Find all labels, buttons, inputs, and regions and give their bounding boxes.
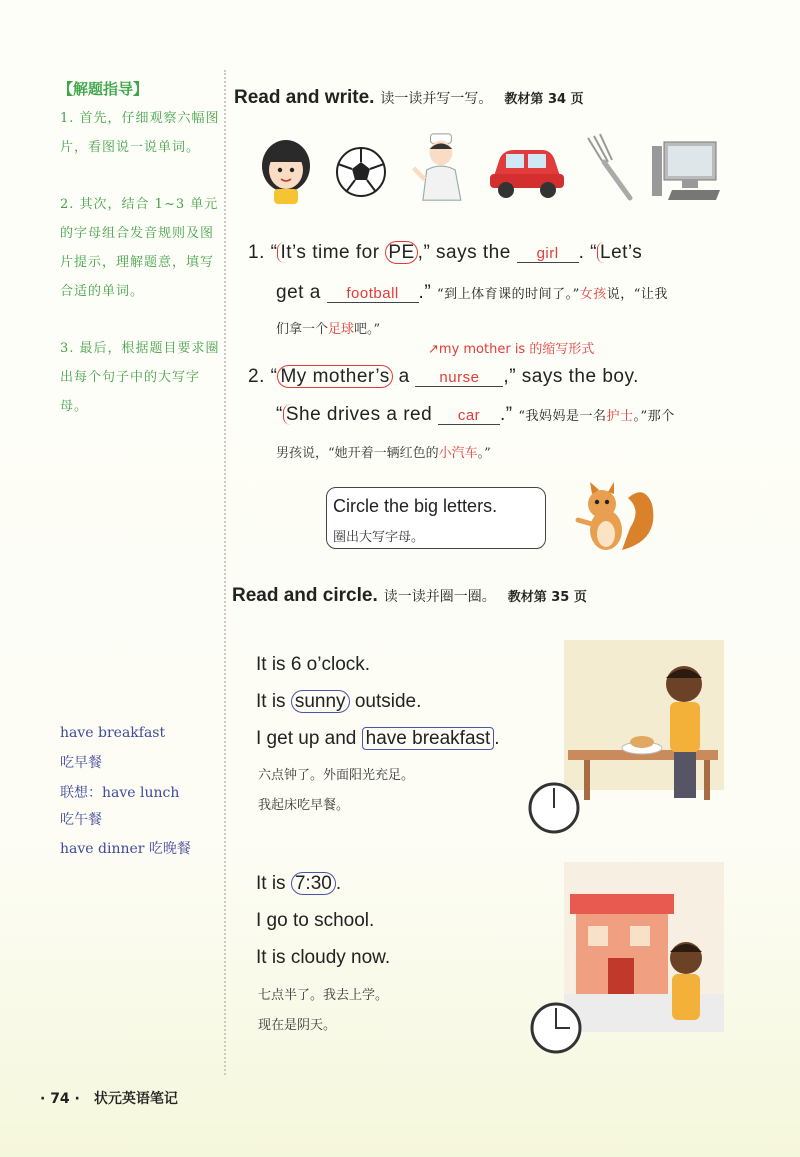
boy-eating-breakfast-picture (524, 640, 724, 836)
block-1-translation-2: 我起床吃早餐。 (258, 798, 350, 813)
tip-item-1: 1. 首先，仔细观察六幅图片，看图说一说单词。 (60, 111, 220, 155)
block-1-line-2: It is sunny outside. (256, 691, 422, 712)
page-footer (40, 1088, 178, 1108)
note-have-breakfast: have breakfast (60, 725, 166, 741)
instruction-bubble (326, 487, 546, 549)
circled-capital-it: It (277, 242, 292, 263)
bubble-chinese: 圈出大写字母。 (333, 530, 425, 545)
answer-blank-girl[interactable]: girl (517, 245, 579, 263)
answer-blank-nurse[interactable]: nurse (415, 369, 503, 387)
block-2-line-2: I go to school. (256, 910, 375, 931)
circled-my-mothers: My mother’s (277, 365, 392, 388)
note-have-breakfast-cn: 吃早餐 (60, 755, 102, 771)
block-2-line-3: It is cloudy now. (256, 947, 391, 968)
note-have-dinner: have dinner 吃晚餐 (60, 841, 191, 857)
circled-pe: PE (385, 241, 417, 264)
note-association-lunch: 联想：have lunch (60, 785, 180, 801)
block-2-translation-2: 现在是阴天。 (258, 1018, 337, 1033)
tip-item-3: 3. 最后，根据题目要求圈出每个句子中的大写字母。 (60, 341, 220, 414)
nurse-picture (404, 132, 476, 204)
block-1-translation-1: 六点钟了。外面阳光充足。 (258, 768, 415, 783)
block-1-line-3: I get up and have breakfast . (256, 728, 500, 749)
circled-capital-l: L (597, 242, 611, 263)
section-subtitle: 读一读并圈一圈。 (383, 589, 496, 605)
squirrel-picture (572, 480, 662, 560)
section-subtitle: 读一读并写一写。 (380, 91, 493, 107)
question-1-line-1: 1. “ It’s time for PE ,” says the girl . “ Let’s (248, 242, 643, 263)
question-1-translation: 们拿一个足球吧。” (276, 322, 381, 337)
block-2-translation-1: 七点半了。我去上学。 (258, 988, 389, 1003)
question-2-line-1: 2. “ My mother’s a nurse ,” says the boy. (248, 366, 639, 387)
question-2-translation: 男孩说，“她开着一辆红色的小汽车。” (276, 446, 491, 461)
football-picture (334, 132, 388, 204)
note-have-lunch-cn: 吃午餐 (60, 812, 102, 828)
circled-have-breakfast: have breakfast (362, 727, 495, 750)
circled-capital-s: S (283, 404, 299, 425)
boy-going-to-school-picture (524, 862, 724, 1058)
bubble-english: Circle the big letters. (333, 496, 498, 516)
page-reference: 教材第 34 页 (504, 92, 584, 107)
computer-picture (650, 132, 724, 204)
question-2-line-2: “ She drives a red car .” “我妈妈是一名护士。”那个 (276, 404, 675, 425)
answer-blank-car[interactable]: car (438, 407, 500, 425)
tip-item-2: 2. 其次，结合 1~3 单元的字母组合发音规则及图片提示，理解题意，填写合适的单词。 (60, 197, 219, 299)
answer-blank-football[interactable]: football (327, 285, 419, 303)
column-divider (224, 70, 226, 1075)
section-title: Read and circle. (232, 585, 378, 606)
page-number: · 74 · (40, 1091, 80, 1107)
block-2-line-1: It is 7:30 . (256, 873, 342, 894)
section-read-and-write-heading (234, 87, 584, 109)
question-1-line-2: get a football .” “到上体育课的时间了。”女孩说，“让我 (276, 282, 668, 303)
section-title: Read and write. (234, 87, 375, 108)
fork-picture (578, 132, 638, 204)
block-1-line-1: It is 6 o’clock. (256, 654, 371, 675)
book-title: 状元英语笔记 (93, 1091, 178, 1107)
grammar-hint: ↗my mother is 的缩写形式 (428, 342, 595, 357)
circled-sunny: sunny (291, 690, 350, 713)
circled-time: 7:30 (291, 872, 336, 895)
girl-picture (250, 132, 322, 204)
car-picture (486, 132, 568, 204)
page-reference: 教材第 35 页 (507, 590, 587, 605)
section-read-and-circle-heading (232, 585, 587, 607)
tips-title: 【解题指导】 (58, 80, 149, 98)
